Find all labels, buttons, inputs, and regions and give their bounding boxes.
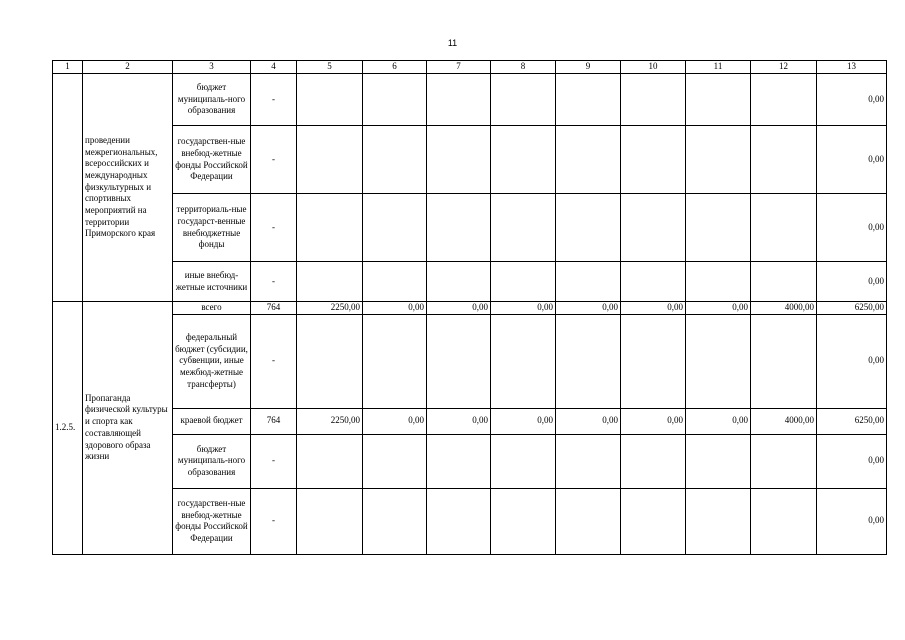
activity-name: проведении межрегиональных, всероссийских и международных физкультурных и спортивных мероприятий на территории Приморского края xyxy=(83,74,173,302)
funding-source: государствен-ные внебюд-жетные фонды Российской Федерации xyxy=(173,488,251,554)
column-header: 7 xyxy=(427,61,491,74)
column-header: 1 xyxy=(53,61,83,74)
funding-source: иные внебюд-жетные источники xyxy=(173,262,251,302)
column-header: 2 xyxy=(83,61,173,74)
activity-name: Пропаганда физической культуры и спорта как составляющей здорового образа жизни xyxy=(83,302,173,555)
value-cell: 4000,00 xyxy=(751,408,817,434)
table-row xyxy=(53,126,887,194)
budget-table xyxy=(52,60,887,555)
table-row xyxy=(53,74,887,126)
table-row xyxy=(53,194,887,262)
funding-source: государствен-ные внебюд-жетные фонды Российской Федерации xyxy=(173,126,251,194)
total-cell: 6250,00 xyxy=(817,408,887,434)
value-cell: 0,00 xyxy=(686,408,751,434)
code-cell: - xyxy=(251,262,297,302)
table-row xyxy=(53,434,887,488)
total-cell: 0,00 xyxy=(817,262,887,302)
total-cell: 0,00 xyxy=(817,74,887,126)
column-header: 13 xyxy=(817,61,887,74)
code-cell: 764 xyxy=(251,408,297,434)
table-header-row xyxy=(53,61,887,74)
code-cell: - xyxy=(251,488,297,554)
table-row xyxy=(53,302,887,315)
value-cell: 0,00 xyxy=(621,408,686,434)
total-cell: 6250,00 xyxy=(817,302,887,315)
value-cell: 0,00 xyxy=(363,408,427,434)
value-cell: 0,00 xyxy=(363,302,427,315)
column-header: 11 xyxy=(686,61,751,74)
column-header: 8 xyxy=(491,61,556,74)
code-cell: - xyxy=(251,434,297,488)
row-index: 1.2.5. xyxy=(53,302,83,555)
value-cell: 4000,00 xyxy=(751,302,817,315)
column-header: 12 xyxy=(751,61,817,74)
value-cell: 2250,00 xyxy=(297,408,363,434)
funding-source: всего xyxy=(173,302,251,315)
value-cell: 0,00 xyxy=(556,302,621,315)
total-cell: 0,00 xyxy=(817,194,887,262)
funding-source: бюджет муниципаль-ного образования xyxy=(173,74,251,126)
column-header: 3 xyxy=(173,61,251,74)
funding-source: территориаль-ные государст-венные внебюджетные фонды xyxy=(173,194,251,262)
funding-source: бюджет муниципаль-ного образования xyxy=(173,434,251,488)
table-row xyxy=(53,262,887,302)
value-cell: 0,00 xyxy=(556,408,621,434)
funding-source: краевой бюджет xyxy=(173,408,251,434)
funding-source: федеральный бюджет (субсидии, субвенции, иные межбюд-жетные трансферты) xyxy=(173,314,251,408)
value-cell: 0,00 xyxy=(621,302,686,315)
column-header: 6 xyxy=(363,61,427,74)
column-header: 5 xyxy=(297,61,363,74)
table-row xyxy=(53,408,887,434)
code-cell: - xyxy=(251,194,297,262)
code-cell: - xyxy=(251,74,297,126)
total-cell: 0,00 xyxy=(817,314,887,408)
page-number: 11 xyxy=(447,38,458,48)
total-cell: 0,00 xyxy=(817,488,887,554)
value-cell: 0,00 xyxy=(686,302,751,315)
column-header: 9 xyxy=(556,61,621,74)
total-cell: 0,00 xyxy=(817,434,887,488)
value-cell: 0,00 xyxy=(491,302,556,315)
value-cell: 0,00 xyxy=(491,408,556,434)
row-index xyxy=(53,74,83,302)
value-cell: 2250,00 xyxy=(297,302,363,315)
total-cell: 0,00 xyxy=(817,126,887,194)
column-header: 10 xyxy=(621,61,686,74)
table-row xyxy=(53,488,887,554)
value-cell: 0,00 xyxy=(427,408,491,434)
code-cell: - xyxy=(251,314,297,408)
code-cell: 764 xyxy=(251,302,297,315)
code-cell: - xyxy=(251,126,297,194)
value-cell: 0,00 xyxy=(427,302,491,315)
table-row xyxy=(53,314,887,408)
column-header: 4 xyxy=(251,61,297,74)
